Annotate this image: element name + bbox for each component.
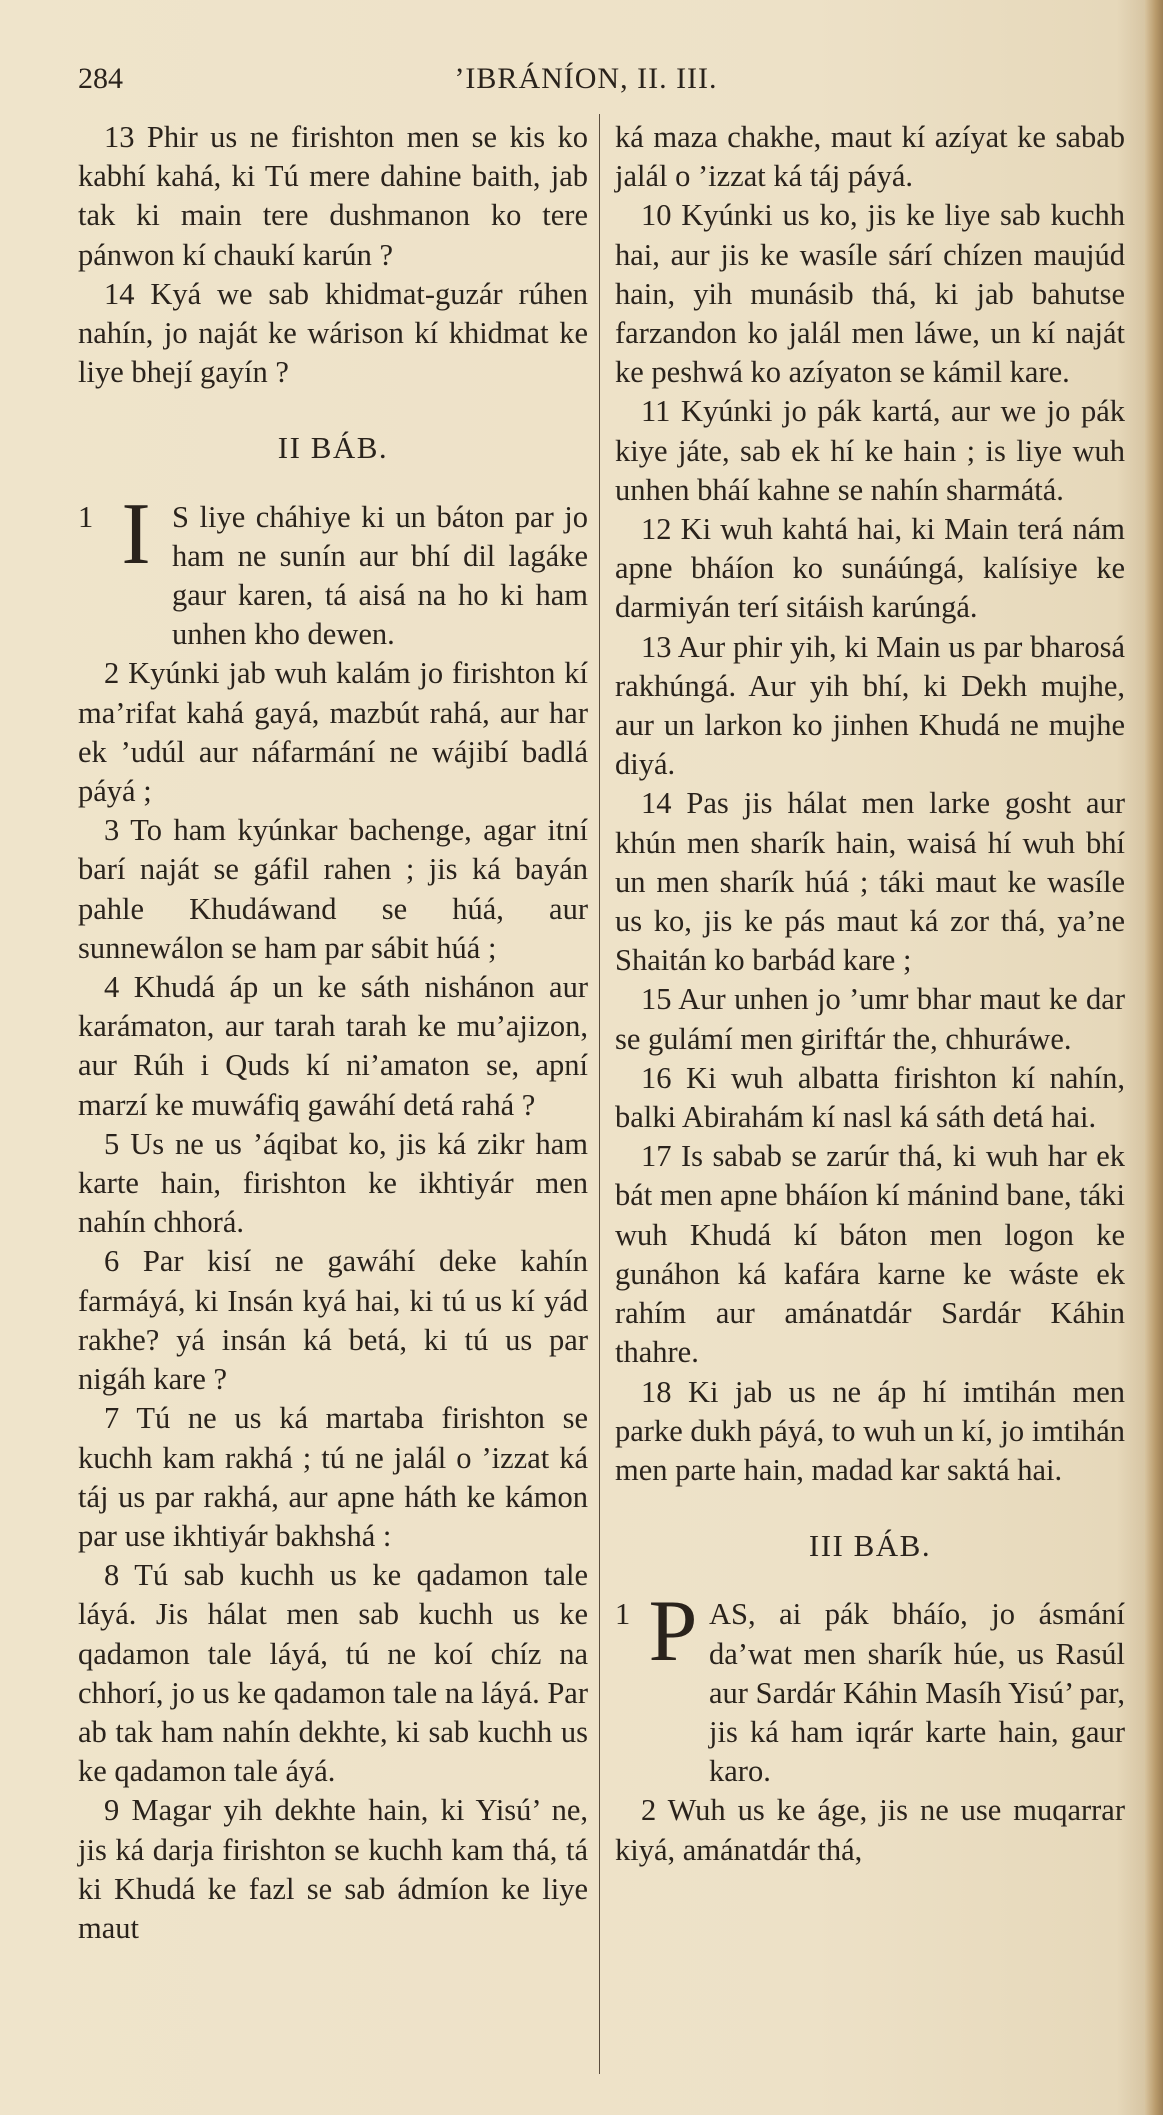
verse: 18 Ki jab us ne áp hí imtihán men parke dukh páyá, to wuh un kí, jo imtihán men parte hain, madad kar saktá hai. [615, 1374, 1125, 1487]
column-divider [599, 114, 600, 2074]
page-number: 284 [78, 62, 123, 95]
chapter-opening-verse [78, 485, 588, 655]
verse: 2 Kyúnki jab wuh kalám jo firishton kí ma’rifat kahá gayá, mazbút rahá, aur har ek ’udúl aur náfarmání ne wájibí badlá páyá ; [78, 656, 588, 809]
verse-text: S liye cháhiye ki un báton par jo ham ne sunín aur bhí dil lagáke gaur karen, tá aisá na ho ki ham unhen kho dewen. [172, 499, 588, 652]
running-title: ’IBRÁNÍON, II. III. [454, 62, 718, 95]
verse-number: 1 [615, 1597, 631, 1632]
drop-cap: P [648, 1583, 698, 1681]
verse: 17 Is sabab se zarúr thá, ki wuh har ek bát men apne bháíon kí mánind bane, táki wuh Khudá kí báton men logon ke gunáhon ká kafára karne ke wáste ek rahím aur amánatdár Sardár Káhin thahre. [615, 1139, 1125, 1370]
chapter-opening-verse [615, 1583, 1125, 1791]
verse: 14 Pas jis hálat men larke gosht aur khún men sharík hain, waisá hí wuh bhí un men sharík húá ; táki maut ke wasíle us ko, jis ke pás maut ká zor thá, ya’ne Shaitán ko barbád kare ; [615, 786, 1125, 978]
verse: 12 Ki wuh kahtá hai, ki Main terá nám apne bháíon ko sunáúngá, kalísiye ke darmiyán terí sitáish karúngá. [615, 512, 1125, 625]
verse-continuation: ká maza chakhe, maut kí azíyat ke sabab jalál o ’izzat ká táj páyá. [615, 120, 1125, 194]
verse: 10 Kyúnki us ko, jis ke liye sab kuchh hai, aur jis ke wasíle sárí chízen maujúd hain, yih munásib thá, ki jab bahutse farzandon ko jalál men láwe, un kí naját ke peshwá ko azíyaton se kámil kare. [615, 198, 1125, 390]
verse: 14 Kyá we sab khidmat-guzár rúhen nahín, jo naját ke wárison kí khidmat ke liye bhejí gayín ? [78, 276, 588, 390]
verse: 13 Phir us ne firishton men se kis ko kabhí kahá, ki Tú mere dahine baith, jab tak ki main tere dushmanon ko tere pánwon kí chaukí karún ? [78, 120, 588, 272]
verse: 11 Kyúnki jo pák kartá, aur we jo pák kiye játe, sab ek hí ke hain ; is liye wuh unhen bháí kahne se nahín sharmátá. [615, 394, 1125, 507]
verse: 15 Aur unhen jo ’umr bhar maut ke dar se gulámí men giriftár the, chhuráwe. [615, 982, 1125, 1056]
verse-number: 1 [78, 499, 94, 534]
verse-text: AS, ai pák bháío, jo ásmání da’wat men sharík húe, us Rasúl aur Sardár Káhin Masíh Yisú’ par, jis ká ham iqrár karte hain, gaur karo. [709, 1597, 1125, 1789]
right-column [615, 118, 1125, 1870]
page-edge [1145, 0, 1163, 2115]
page-header [78, 62, 1094, 106]
left-column [78, 118, 588, 1948]
verse: 7 Tú ne us ká martaba firishton se kuchh kam rakhá ; tú ne jalál o ’izzat ká táj us par rakhá, aur apne háth ke kámon par use ikhtiyár bakhshá : [78, 1401, 588, 1553]
verse: 8 Tú sab kuchh us ke qadamon tale láyá. Jis hálat men sab kuchh us ke qadamon tale láyá, tú ne koí chíz na chhorí, jo us ke qadamon tale na láyá. Par ab tak ham nahín dekhte, ki sab kuchh us ke qadamon tale áyá. [78, 1558, 588, 1789]
verse: 3 To ham kyúnkar bachenge, agar itní barí naját se gáfil rahen ; jis ká bayán pahle Khudáwand se húá, aur sunnewálon se ham par sábit húá ; [78, 813, 588, 965]
verse: 16 Ki wuh albatta firishton kí nahín, balki Abirahám kí nasl ká sáth detá hai. [615, 1060, 1125, 1135]
verse: 9 Magar yih dekhte hain, ki Yisú’ ne, jis ká darja firishton se kuchh kam thá, tá ki Khudá ke fazl se sab ádmíon ke liye maut [78, 1793, 588, 1945]
drop-cap: I [121, 485, 151, 583]
verse: 5 Us ne us ’áqibat ko, jis ká zikr ham karte hain, firishton ke ikhtiyár men nahín chhorá. [78, 1126, 588, 1240]
verse: 4 Khudá áp un ke sáth nishánon aur karámaton, aur tarah tarah ke mu’ajizon, aur Rúh i Quds kí ni’amaton se, apní marzí ke muwáfiq gawáhí detá rahá ? [78, 970, 588, 1122]
verse: 6 Par kisí ne gawáhí deke kahín farmáyá, ki Insán kyá hai, ki tú us kí yád rakhe? yá insán ká betá, ki tú us par nigáh kare ? [78, 1244, 588, 1397]
chapter-title: II BÁB. [277, 430, 389, 466]
verse: 13 Aur phir yih, ki Main us par bharosá rakhúngá. Aur yih bhí, ki Dekh mujhe, aur un larkon ko jinhen Khudá ne mujhe diyá. [615, 629, 1125, 782]
verse: 2 Wuh us ke áge, jis ne use muqarrar kiyá, amánatdár thá, [615, 1793, 1125, 1867]
chapter-title: III BÁB. [808, 1528, 932, 1564]
